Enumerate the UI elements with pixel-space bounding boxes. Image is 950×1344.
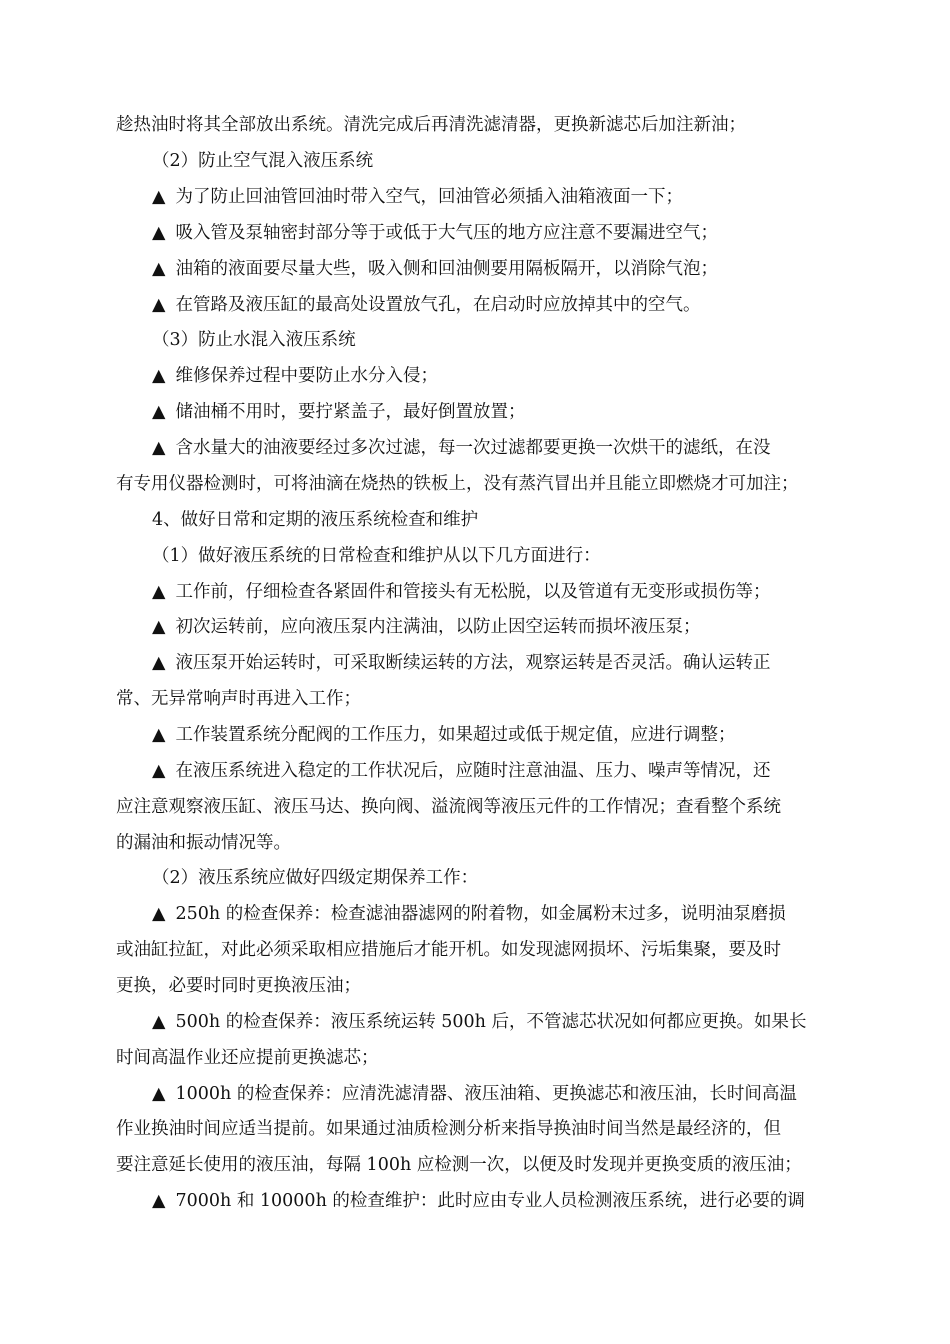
bullet-line: ▲ 初次运转前，应向液压泵内注满油，以防止因空运转而损坏液压泵； [152,612,852,642]
bullet-line: ▲ 500h 的检查保养：液压系统运转 500h 后，不管滤芯状况如何都应更换。如果长 [152,1007,852,1037]
text-line: 或油缸拉缸，对此必须采取相应措施后才能开机。如发现滤网损坏、污垢集聚，要及时 [116,940,781,960]
bullet-line: ▲ 工作前，仔细检查各紧固件和管接头有无松脱，以及管道有无变形或损伤等； [152,577,852,607]
bullet-line: ▲ 工作装置系统分配阀的工作压力，如果超过或低于规定值，应进行调整； [152,720,852,750]
bullet-line: ▲ 1000h 的检查保养：应清洗滤清器、液压油箱、更换滤芯和液压油，长时间高温 [152,1079,852,1109]
text-line: 要注意延长使用的液压油，每隔 100h 应检测一次，以便及时发现并更换变质的液压油； [116,1155,802,1175]
bullet-line: ▲ 含水量大的油液要经过多次过滤，每一次过滤都要更换一次烘干的滤纸，在没 [152,433,852,463]
triangle-bullet-icon: ▲ [152,1191,166,1211]
triangle-bullet-icon: ▲ [152,223,166,243]
triangle-bullet-icon: ▲ [152,761,166,781]
text-line: 应注意观察液压缸、液压马达、换向阀、溢流阀等液压元件的工作情况；查看整个系统 [116,797,781,817]
triangle-bullet-icon: ▲ [152,904,166,924]
triangle-bullet-icon: ▲ [152,295,166,315]
triangle-bullet-icon: ▲ [152,438,166,458]
bullet-line: ▲ 维修保养过程中要防止水分入侵； [152,361,852,391]
bullet-line: ▲ 在管路及液压缸的最高处设置放气孔，在启动时应放掉其中的空气。 [152,290,852,320]
text-line: 有专用仪器检测时，可将油滴在烧热的铁板上，没有蒸汽冒出并且能立即燃烧才可加注； [116,474,799,494]
triangle-bullet-icon: ▲ [152,366,166,386]
triangle-bullet-icon: ▲ [152,725,166,745]
text-line: 常、无异常响声时再进入工作； [116,689,361,709]
bullet-line: ▲ 为了防止回油管回油时带入空气，回油管必须插入油箱液面一下； [152,182,852,212]
triangle-bullet-icon: ▲ [152,617,166,637]
triangle-bullet-icon: ▲ [152,582,166,602]
section-heading: 4、做好日常和定期的液压系统检查和维护 [152,510,479,530]
text-line: 时间高温作业还应提前更换滤芯； [116,1048,379,1068]
triangle-bullet-icon: ▲ [152,187,166,207]
bullet-line: ▲ 油箱的液面要尽量大些，吸入侧和回油侧要用隔板隔开，以消除气泡； [152,254,852,284]
bullet-line: ▲ 250h 的检查保养：检查滤油器滤网的附着物，如金属粉末过多，说明油泵磨损 [152,899,852,929]
section-heading: （1）做好液压系统的日常检查和维护从以下几方面进行： [152,546,601,566]
section-heading: （2）防止空气混入液压系统 [152,151,374,171]
text-line: 趁热油时将其全部放出系统。清洗完成后再清洗滤清器，更换新滤芯后加注新油； [116,115,746,135]
bullet-line: ▲ 液压泵开始运转时，可采取断续运转的方法，观察运转是否灵活。确认运转正 [152,648,852,678]
triangle-bullet-icon: ▲ [152,1012,166,1032]
bullet-line: ▲ 在液压系统进入稳定的工作状况后，应随时注意油温、压力、噪声等情况，还 [152,756,852,786]
triangle-bullet-icon: ▲ [152,259,166,279]
triangle-bullet-icon: ▲ [152,653,166,673]
triangle-bullet-icon: ▲ [152,1084,166,1104]
text-line: 的漏油和振动情况等。 [116,833,291,853]
text-line: 作业换油时间应适当提前。如果通过油质检测分析来指导换油时间当然是最经济的，但 [116,1119,781,1139]
bullet-line: ▲ 7000h 和 10000h 的检查维护：此时应由专业人员检测液压系统，进行必要的调 [152,1186,852,1216]
section-heading: （2）液压系统应做好四级定期保养工作： [152,868,479,888]
bullet-line: ▲ 储油桶不用时，要拧紧盖子，最好倒置放置； [152,397,852,427]
section-heading: （3）防止水混入液压系统 [152,330,356,350]
triangle-bullet-icon: ▲ [152,402,166,422]
text-line: 更换，必要时同时更换液压油； [116,976,361,996]
bullet-line: ▲ 吸入管及泵轴密封部分等于或低于大气压的地方应注意不要漏进空气； [152,218,852,248]
